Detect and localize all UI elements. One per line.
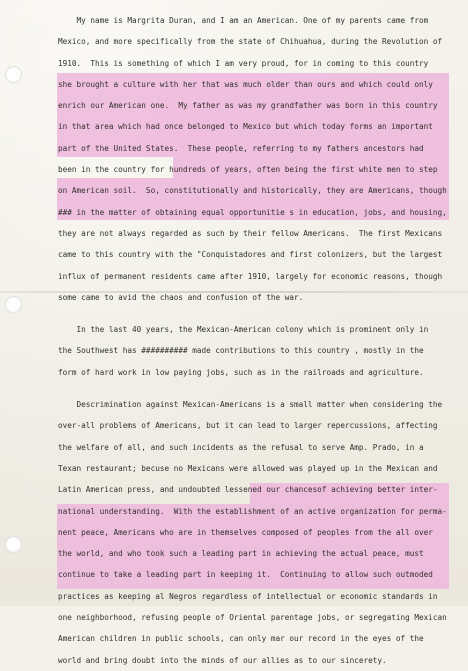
text-line: nent peace, Americans who are in themselves composed of peoples from the all over xyxy=(58,527,433,537)
text-line: in that area which had once belonged to Mexico but which today forms an important xyxy=(58,122,433,132)
text-line: one neighborhood, refusing people of Oriental parentage jobs, or segregating Mexican xyxy=(58,613,447,623)
text-line: been in the country for hundreds of years, often being the first white men to step xyxy=(58,165,438,175)
text-line: Latin American press, and undoubted lessened our chancesof achieving better inter- xyxy=(58,485,438,495)
text-line: enrich our American one. My father as was my grandfather was born in this country xyxy=(58,101,438,111)
typed-letter-body xyxy=(58,10,450,671)
text-line: ### in the matter of obtaining equal opportunitie s in education, jobs, and housing, xyxy=(58,207,447,217)
text-line: the Southwest has ########## made contributions to this country , mostly in the xyxy=(58,346,424,356)
text-line: she brought a culture with her that was much older than ours and which could only xyxy=(58,79,433,89)
text-line: continue to take a leading part in keeping it. Continuing to allow such outmoded xyxy=(58,570,433,580)
text-line: some came to avid the chaos and confusion of the war. xyxy=(58,292,304,302)
text-line: Descrimination against Mexican-Americans is a small matter when considering the xyxy=(58,400,443,410)
punch-hole-bottom xyxy=(5,536,22,553)
text-line: part of the United States. These people, referring to my fathers ancestors had xyxy=(58,143,424,153)
text-line: they are not always regarded as such by their fellow Americans. The first Mexicans xyxy=(58,228,443,238)
text-line: world and bring doubt into the minds of our allies as to our sincerety. xyxy=(58,655,387,665)
text-line: over-all problems of Americans, but it can lead to larger repercussions, affecting xyxy=(58,421,438,431)
text-line: the world, and who took such a leading part in achieving the actual peace, must xyxy=(58,549,424,559)
text-line: My name is Margrita Duran, and I am an American. One of my parents came from xyxy=(58,16,429,25)
text-line: influx of permanent residents came after 1910, largely for economic reasons, though xyxy=(58,271,443,281)
text-line: practices as keeping al Negros regardless of intellectual or economic standards in xyxy=(58,591,438,601)
text-line: Mexico, and more specifically from the state of Chihuahua, during the Revolution of xyxy=(58,37,443,47)
text-line: came to this country with the "Conquistadores and first colonizers, but the largest xyxy=(58,250,443,260)
paragraph-gap xyxy=(58,383,450,394)
text-line: on American soil. So, constitutionally and historically, they are Americans, though xyxy=(58,186,447,196)
punch-hole-top xyxy=(5,66,22,83)
text-line: 1910. This is something of which I am very proud, for in coming to this country xyxy=(58,58,429,68)
paragraph-gap xyxy=(58,308,450,319)
text-line: Texan restaurant; becuse no Mexicans were allowed was played up in the Mexican and xyxy=(58,463,438,473)
text-line: form of hard work in low paying jobs, such as in the railroads and agriculture. xyxy=(58,367,424,377)
punch-hole-middle xyxy=(5,296,22,313)
text-line: In the last 40 years, the Mexican-American colony which is prominent only in xyxy=(58,325,429,335)
text-line: American children in public schools, can only mar our record in the eyes of the xyxy=(58,634,424,644)
text-line: national understanding. With the establishment of an active organization for perma- xyxy=(58,506,447,516)
text-line: the welfare of all, and such incidents as the refusal to serve Amp. Prado, in a xyxy=(58,442,424,452)
